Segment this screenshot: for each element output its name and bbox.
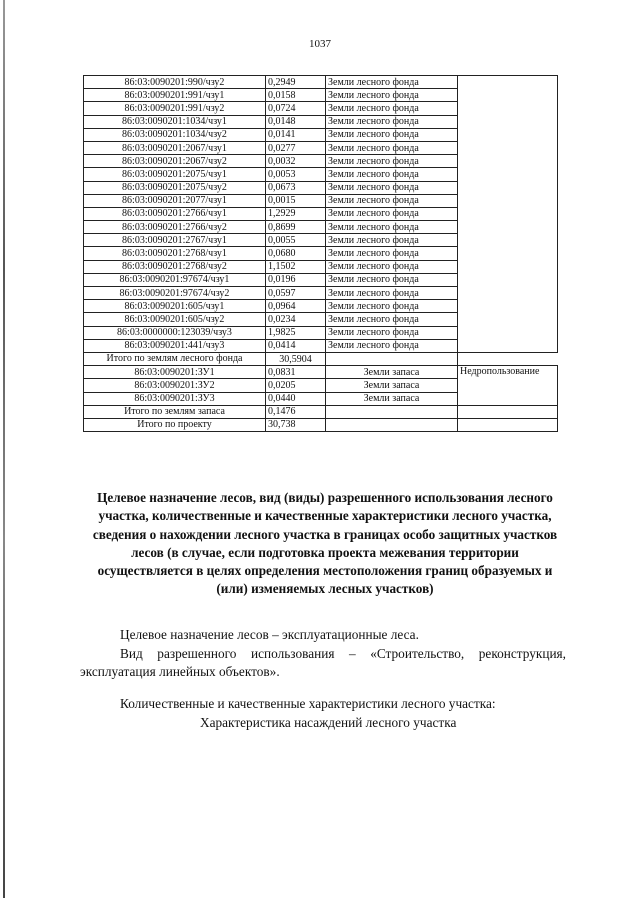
project-total-value: 30,738	[266, 418, 326, 431]
page-number: 1037	[309, 38, 331, 50]
forest-total-label: Итого по землям лесного фонда	[84, 352, 266, 365]
land-category: Земли лесного фонда	[326, 273, 458, 286]
land-category: Земли лесного фонда	[326, 115, 458, 128]
area-value: 0,0015	[266, 194, 326, 207]
table-row	[84, 76, 558, 89]
area-value: 0,0032	[266, 155, 326, 168]
land-category: Земли запаса	[326, 366, 458, 379]
area-value: 0,0148	[266, 115, 326, 128]
area-value: 0,0205	[266, 379, 326, 392]
cadastral-number: 86:03:0090201:605/чзу2	[84, 313, 266, 326]
area-value: 0,8699	[266, 221, 326, 234]
scan-edge	[3, 0, 5, 898]
cadastral-number: 86:03:0090201:2768/чзу1	[84, 247, 266, 260]
land-category: Земли лесного фонда	[326, 339, 458, 352]
cadastral-number: 86:03:0090201:2067/чзу1	[84, 141, 266, 154]
cadastral-number: 86:03:0090201:ЗУ1	[84, 366, 266, 379]
cadastral-number: 86:03:0090201:2767/чзу1	[84, 234, 266, 247]
land-category: Земли лесного фонда	[326, 89, 458, 102]
land-category: Земли лесного фонда	[326, 326, 458, 339]
cadastral-number: 86:03:0090201:605/чзу1	[84, 300, 266, 313]
cadastral-number: 86:03:0090201:ЗУ2	[84, 379, 266, 392]
land-category: Земли лесного фонда	[326, 102, 458, 115]
usage-label: Недропользование	[460, 366, 540, 378]
table-row	[84, 366, 558, 379]
area-value: 1,1502	[266, 260, 326, 273]
area-value: 0,0277	[266, 141, 326, 154]
area-value: 0,0234	[266, 313, 326, 326]
land-category: Земли лесного фонда	[326, 300, 458, 313]
area-value: 0,0831	[266, 366, 326, 379]
table-row-project-total	[84, 418, 558, 431]
area-value: 0,0053	[266, 168, 326, 181]
cadastral-number: 86:03:0090201:2075/чзу2	[84, 181, 266, 194]
empty-cell	[326, 405, 458, 418]
parcels-table	[83, 75, 558, 432]
area-value: 0,0964	[266, 300, 326, 313]
reserve-rows	[84, 366, 558, 432]
land-category: Земли лесного фонда	[326, 168, 458, 181]
cadastral-number: 86:03:0090201:2067/чзу2	[84, 155, 266, 168]
cadastral-number: 86:03:0090201:2075/чзу1	[84, 168, 266, 181]
section-heading: Целевое назначение лесов, вид (виды) разрешенного использования лесного участка, количественные и качественные характеристики лесного участка, сведения о нахождении лесного участка в границах особо защитных участков лесов (в случае, если подготовка проекта межевания территории осуществляется в целях определения местоположения границ образуемых и (или) изменяемых лесных участков)	[92, 490, 558, 597]
area-value: 1,2929	[266, 207, 326, 220]
table-row-reserve-total	[84, 405, 558, 418]
area-value: 0,0196	[266, 273, 326, 286]
forest-total-value: 30,5904	[266, 352, 326, 365]
area-value: 0,0158	[266, 89, 326, 102]
empty-cell	[326, 352, 458, 365]
area-value: 0,0440	[266, 392, 326, 405]
land-category: Земли лесного фонда	[326, 287, 458, 300]
empty-cell	[326, 418, 458, 431]
land-category: Земли лесного фонда	[326, 313, 458, 326]
area-value: 0,0680	[266, 247, 326, 260]
permitted-use-text: Вид разрешенного использования – «Строительство, реконструкция, эксплуатация линейных объектов».	[80, 646, 566, 679]
reserve-total-label: Итого по землям запаса	[84, 405, 266, 418]
area-value: 0,2949	[266, 76, 326, 89]
usage-cell	[458, 366, 558, 406]
cadastral-number: 86:03:0090201:1034/чзу1	[84, 115, 266, 128]
land-category: Земли лесного фонда	[326, 234, 458, 247]
characteristics-text: Количественные и качественные характеристики лесного участка:	[120, 696, 496, 711]
land-category: Земли лесного фонда	[326, 260, 458, 273]
stands-subheading: Характеристика насаждений лесного участка	[200, 715, 457, 730]
area-value: 0,0673	[266, 181, 326, 194]
table-row-forest-total	[84, 352, 558, 365]
land-category: Земли лесного фонда	[326, 141, 458, 154]
forest-total	[84, 352, 558, 365]
area-value: 0,0414	[266, 339, 326, 352]
land-category: Земли лесного фонда	[326, 76, 458, 89]
land-category: Земли лесного фонда	[326, 128, 458, 141]
land-category: Земли запаса	[326, 392, 458, 405]
area-value: 0,0141	[266, 128, 326, 141]
land-category: Земли лесного фонда	[326, 194, 458, 207]
forest-rows	[84, 76, 558, 353]
cadastral-number: 86:03:0090201:1034/чзу2	[84, 128, 266, 141]
cadastral-number: 86:03:0090201:97674/чзу2	[84, 287, 266, 300]
cadastral-number: 86:03:0090201:2768/чзу2	[84, 260, 266, 273]
cadastral-number: 86:03:0090201:991/чзу2	[84, 102, 266, 115]
area-value: 1,9825	[266, 326, 326, 339]
cadastral-number: 86:03:0090201:2766/чзу1	[84, 207, 266, 220]
empty-cell	[458, 405, 558, 418]
cadastral-number: 86:03:0090201:2077/чзу1	[84, 194, 266, 207]
area-value: 0,0597	[266, 287, 326, 300]
cadastral-number: 86:03:0090201:991/чзу1	[84, 89, 266, 102]
land-category: Земли лесного фонда	[326, 155, 458, 168]
cadastral-number: 86:03:0090201:2766/чзу2	[84, 221, 266, 234]
reserve-total-value: 0,1476	[266, 405, 326, 418]
land-category: Земли лесного фонда	[326, 181, 458, 194]
land-category: Земли лесного фонда	[326, 221, 458, 234]
empty-cell	[458, 418, 558, 431]
area-value: 0,0724	[266, 102, 326, 115]
cadastral-number: 86:03:0090201:441/чзу3	[84, 339, 266, 352]
land-category: Земли запаса	[326, 379, 458, 392]
cadastral-number: 86:03:0090201:97674/чзу1	[84, 273, 266, 286]
cadastral-number: 86:03:0090201:ЗУ3	[84, 392, 266, 405]
cadastral-number: 86:03:0000000:123039/чзу3	[84, 326, 266, 339]
cadastral-number: 86:03:0090201:990/чзу2	[84, 76, 266, 89]
land-category: Земли лесного фонда	[326, 247, 458, 260]
empty-usage-cell	[458, 76, 558, 353]
project-total-label: Итого по проекту	[84, 418, 266, 431]
area-value: 0,0055	[266, 234, 326, 247]
forest-purpose-text: Целевое назначение лесов – эксплуатационные леса.	[120, 627, 419, 642]
land-category: Земли лесного фонда	[326, 207, 458, 220]
